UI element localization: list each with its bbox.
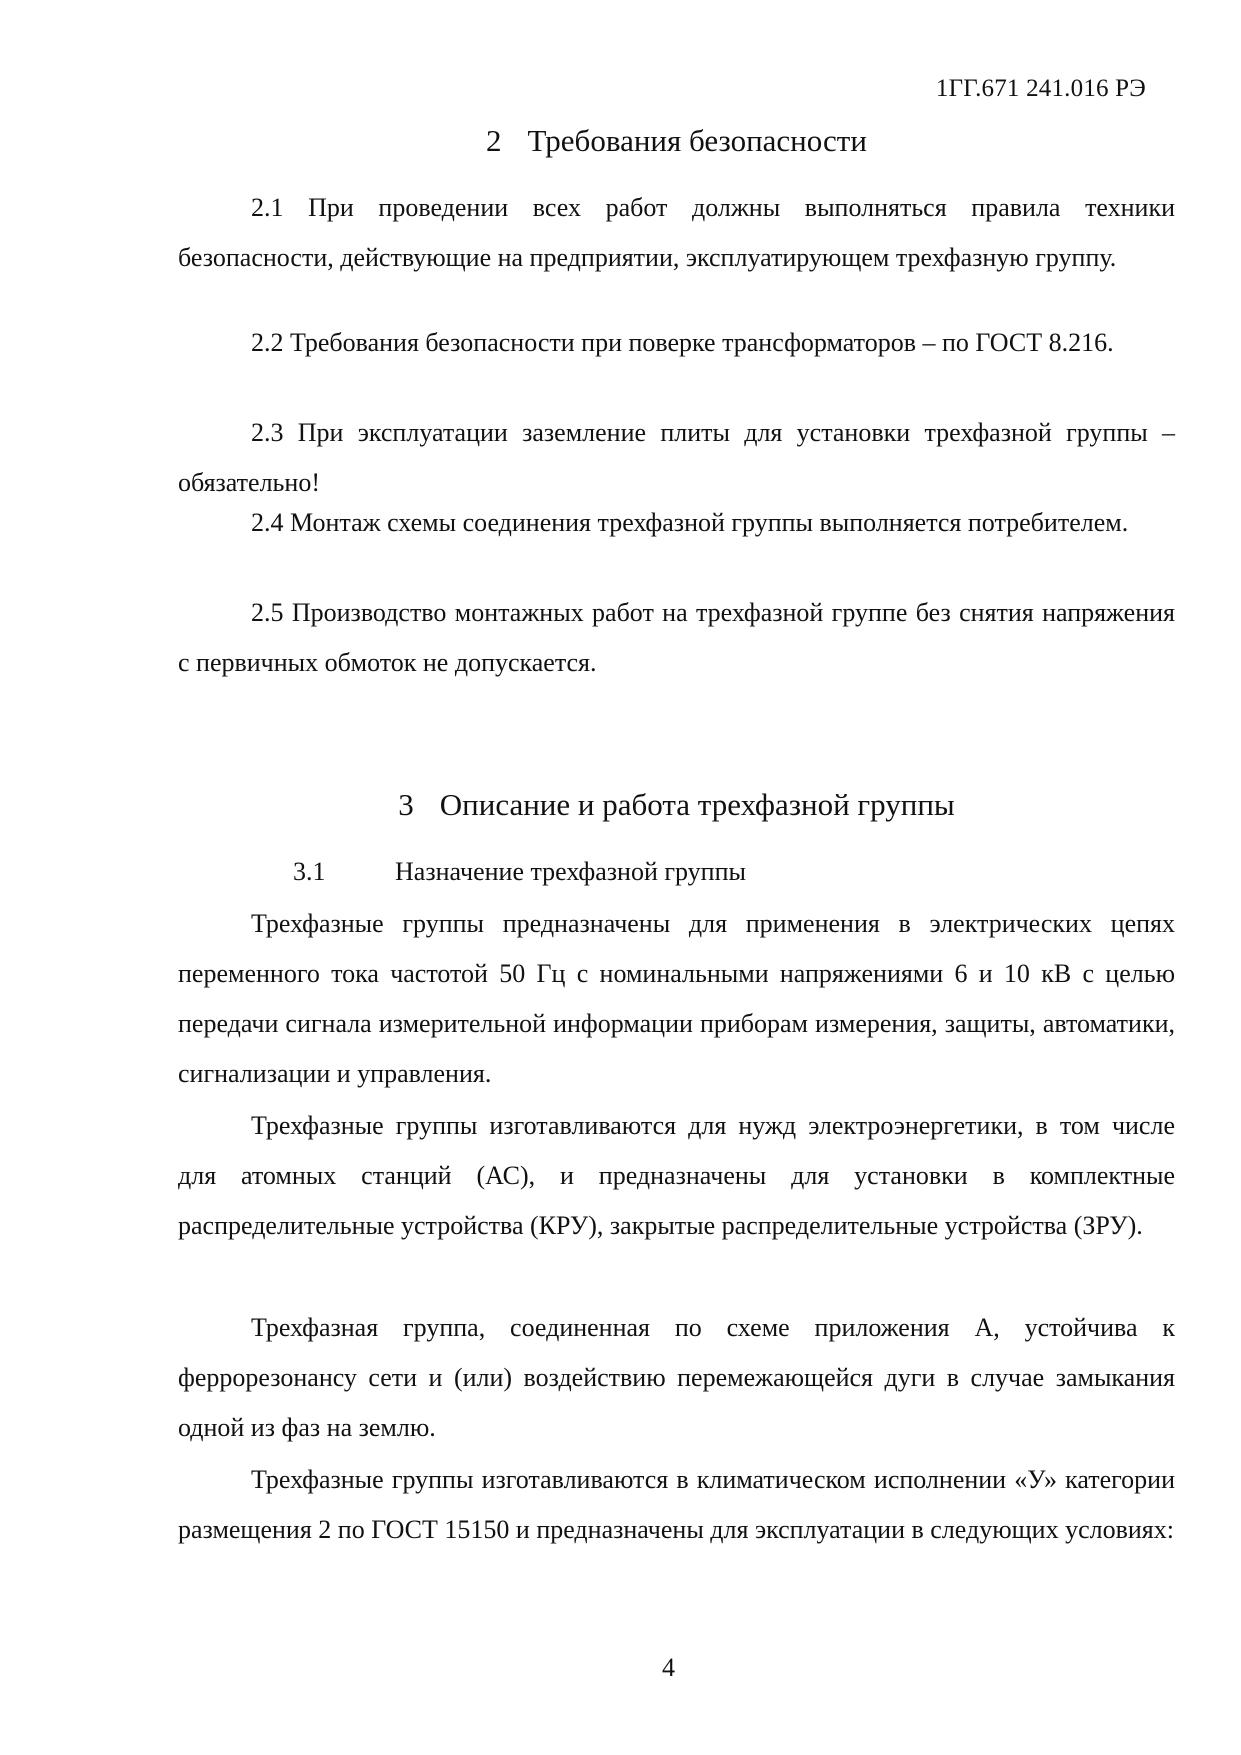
page-number: 4	[662, 1653, 675, 1682]
paragraph-text: Производство монтажных работ на трехфазной группе без снятия напряжения с первичных обмоток не допускается.	[178, 598, 1176, 677]
paragraph-2-3	[178, 408, 1175, 508]
subsection-number: 3.1	[293, 857, 326, 886]
paragraph-text: При эксплуатации заземление плиты для установки трехфазной группы – обязательно!	[178, 418, 1175, 497]
paragraph-2-2	[178, 318, 1175, 368]
paragraph-text: Трехфазная группа, соединенная по схеме приложения А, устойчива к феррорезонансу сети и (или) воздействию перемежающейся дуги в случае замыкания одной из фаз на землю.	[178, 1313, 1175, 1442]
paragraph-text: Трехфазные группы изготавливаются для нужд электроэнергетики, в том числе для атомных станций (АС), и предназначены для установки в комплектные распределительные устройства (КРУ), закрытые распределительные устройства (ЗРУ).	[178, 1111, 1175, 1240]
subsection-title: Назначение трехфазной группы	[395, 857, 746, 886]
paragraph-purpose	[178, 899, 1175, 1099]
paragraph-number: 2.4	[251, 508, 284, 537]
section-number: 2	[486, 123, 502, 158]
section-title: Требования безопасности	[527, 123, 867, 158]
paragraph-text: Трехфазные группы изготавливаются в климатическом исполнении «У» категории размещения 2 по ГОСТ 15150 и предназначены для эксплуатации в следующих условиях:	[178, 1465, 1175, 1544]
paragraph-2-4	[178, 498, 1175, 548]
document-code: 1ГГ.671 241.016 РЭ	[935, 75, 1146, 102]
paragraph-applications	[178, 1101, 1175, 1251]
paragraph-number: 2.1	[251, 193, 284, 222]
paragraph-number: 2.3	[251, 418, 284, 447]
paragraph-text: Требования безопасности при поверке трансформаторов – по ГОСТ 8.216.	[290, 328, 1114, 357]
section-number: 3	[398, 787, 414, 822]
subsection-3-1-heading	[293, 857, 746, 887]
paragraph-2-1	[178, 183, 1175, 283]
paragraph-number: 2.5	[251, 598, 284, 627]
section-title: Описание и работа трехфазной группы	[439, 787, 955, 822]
paragraph-ferroresonance	[178, 1303, 1175, 1453]
section-2-heading	[178, 123, 1175, 159]
paragraph-number: 2.2	[251, 328, 284, 357]
paragraph-text: При проведении всех работ должны выполняться правила техники безопасности, действующие на предприятии, эксплуатирующем трехфазную группу.	[178, 193, 1176, 272]
paragraph-text: Трехфазные группы предназначены для применения в электрических цепях переменного тока частотой 50 Гц с номинальными напряжениями 6 и 10 кВ с целью передачи сигнала измерительной информации приборам измерения, защиты, автоматики, сигнализации и управления.	[178, 909, 1175, 1088]
paragraph-climate	[178, 1455, 1175, 1555]
paragraph-2-5	[178, 588, 1175, 688]
section-3-heading	[178, 787, 1175, 823]
paragraph-text: Монтаж схемы соединения трехфазной группы выполняется потребителем.	[290, 508, 1129, 537]
